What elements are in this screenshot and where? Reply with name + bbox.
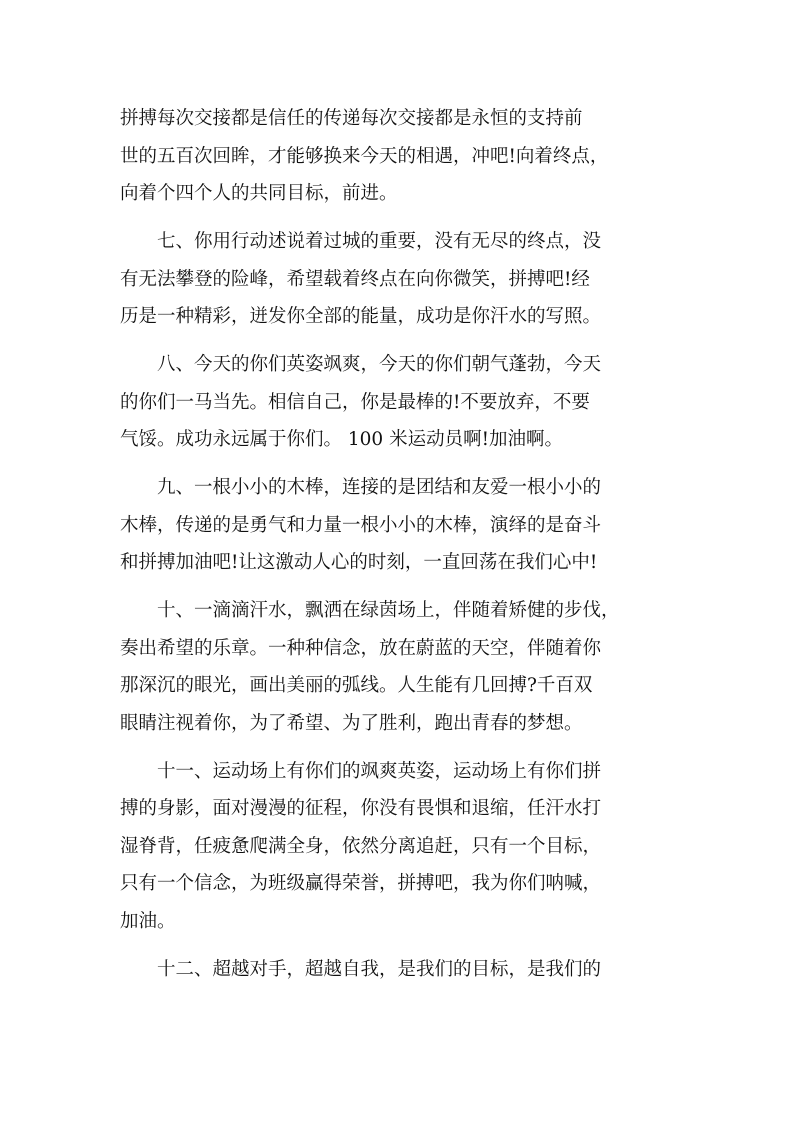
text-line: 历是一种精彩，迸发你全部的能量，成功是你汗水的写照。 [120, 306, 602, 327]
text-line: 有无法攀登的险峰，希望载着终点在向你微笑，拼搏吧!经 [120, 268, 590, 290]
text-line: 十一、运动场上有你们的飒爽英姿，运动场上有你们拼 [120, 760, 602, 782]
text-line: 奏出希望的乐章。一种种信念，放在蔚蓝的天空，伴随着你 [120, 637, 602, 659]
text-line: 的你们一马当先。相信自己，你是最棒的!不要放弃，不要 [120, 391, 590, 413]
paragraph-seven [120, 223, 680, 336]
text-line: 那深沉的眼光，画出美丽的弧线。人生能有几回搏?千百双 [120, 675, 593, 696]
paragraph-ten [120, 592, 680, 742]
text-line: 拼搏每次交接都是信任的传递每次交接都是永恒的支持前 [120, 108, 583, 129]
paragraph-twelve [120, 951, 680, 989]
text-line: 只有一个信念，为班级赢得荣誉，拼搏吧，我为你们呐喊， [120, 873, 602, 894]
text-line: 搏的身影，面对漫漫的征程，你没有畏惧和退缩，任汗水打 [120, 798, 602, 819]
text-line: 十二、超越对手，超越自我，是我们的目标，是我们的 [120, 958, 602, 980]
text-line: 眼睛注视着你，为了希望、为了胜利，跑出青春的梦想。 [120, 712, 583, 734]
text-line: 世的五百次回眸，才能够换来今天的相遇，冲吧!向着终点， [120, 145, 609, 167]
paragraph-relay-continuation [120, 100, 680, 213]
paragraph-eleven [120, 753, 680, 941]
paragraph-nine [120, 469, 680, 582]
text-line: 七、你用行动述说着过城的重要，没有无尽的终点，没 [120, 231, 602, 252]
paragraph-eight [120, 346, 680, 459]
text-line: 十、一滴滴汗水，飘洒在绿茵场上，伴随着矫健的步伐， [120, 600, 620, 621]
text-line: 九、一根小小的木棒，连接的是团结和友爱一根小小的 [120, 477, 602, 498]
text-line: 气馁。成功永远属于你们。 100 米运动员啊!加油啊。 [120, 429, 564, 450]
body-text [120, 100, 680, 988]
text-line: 湿脊背，任疲惫爬满全身，依然分离追赶，只有一个目标， [120, 835, 602, 857]
text-line: 向着个四个人的共同目标，前进。 [120, 183, 398, 204]
text-line: 加油。 [120, 910, 176, 932]
text-line: 和拼搏加油吧!让这激动人心的时刻，一直回荡在我们心中! [120, 552, 598, 573]
text-line: 八、今天的你们英姿飒爽，今天的你们朝气蓬勃，今天 [120, 354, 602, 375]
text-line: 木棒，传递的是勇气和力量一根小小的木棒，演绎的是奋斗 [120, 514, 602, 536]
